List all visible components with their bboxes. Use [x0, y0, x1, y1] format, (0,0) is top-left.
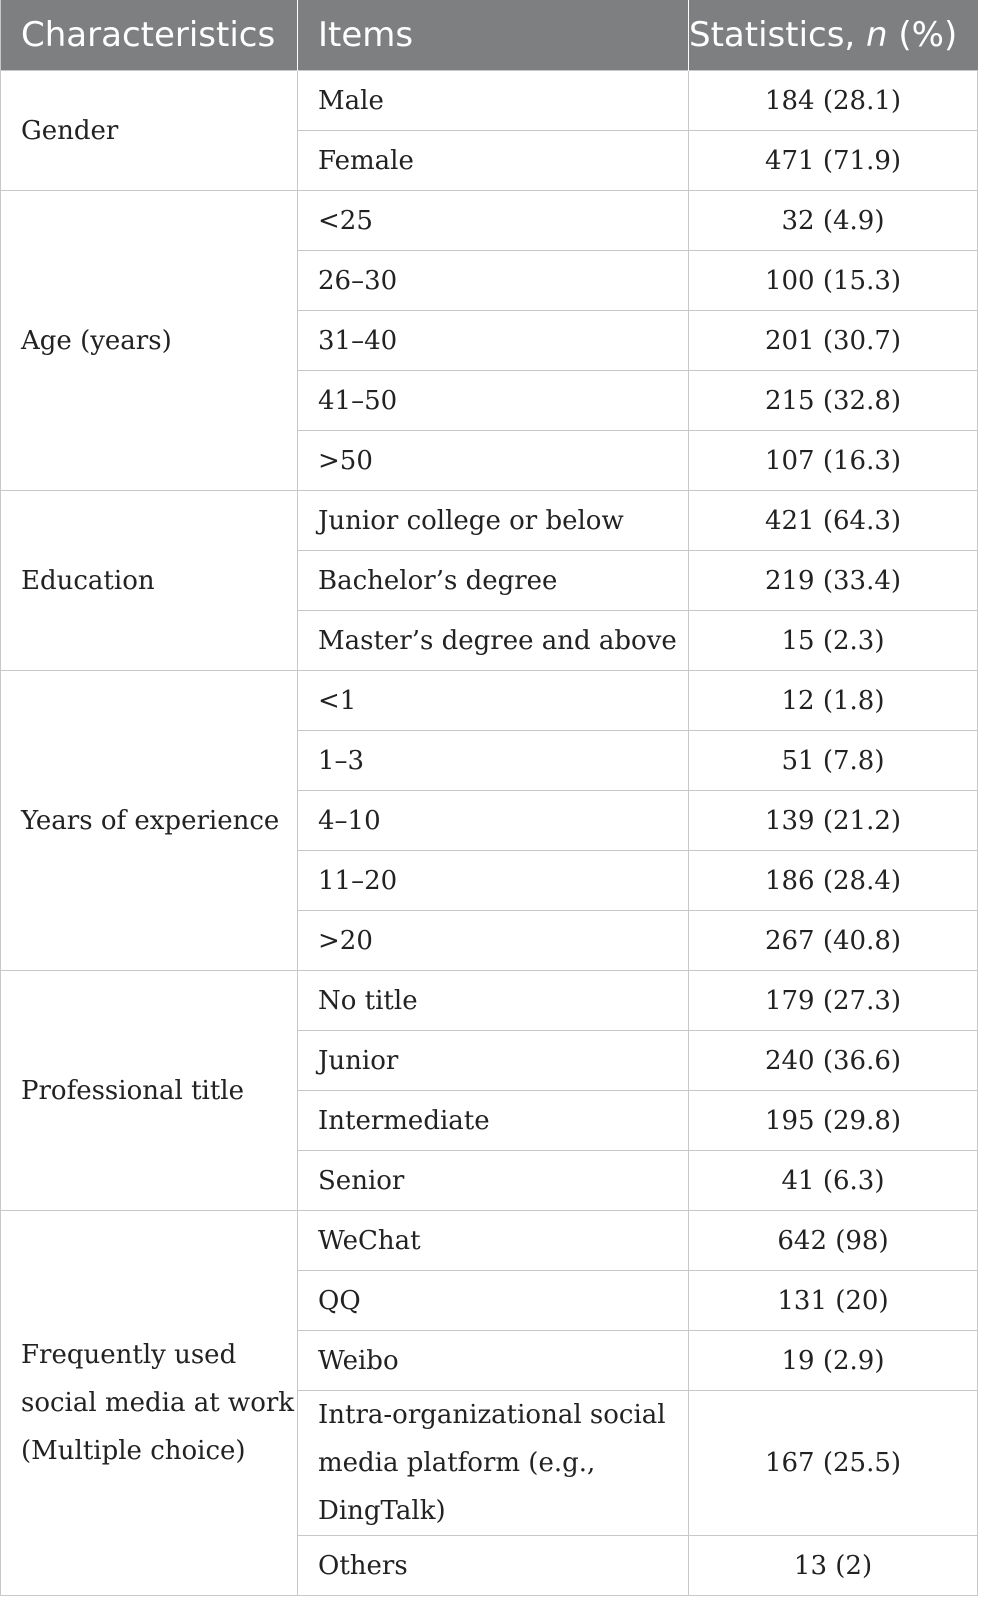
stat-cell: 15 (2.3)	[689, 611, 978, 671]
stat-cell: 107 (16.3)	[689, 431, 978, 491]
category-gender: Gender	[1, 71, 298, 191]
category-social-media: Frequently used social media at work (Multiple choice)	[1, 1211, 298, 1596]
item-cell: 31–40	[298, 311, 689, 371]
header-statistics	[689, 0, 978, 71]
header-statistics-n: n	[866, 15, 888, 55]
stat-cell: 421 (64.3)	[689, 491, 978, 551]
stat-cell: 642 (98)	[689, 1211, 978, 1271]
item-cell: >20	[298, 911, 689, 971]
stat-cell: 267 (40.8)	[689, 911, 978, 971]
stat-cell: 32 (4.9)	[689, 191, 978, 251]
category-education: Education	[1, 491, 298, 671]
stat-cell: 12 (1.8)	[689, 671, 978, 731]
item-cell: Intermediate	[298, 1091, 689, 1151]
table-row	[1, 1211, 978, 1271]
item-cell: <25	[298, 191, 689, 251]
item-cell: <1	[298, 671, 689, 731]
stat-cell: 167 (25.5)	[689, 1391, 978, 1536]
table-row	[1, 71, 978, 131]
item-cell: No title	[298, 971, 689, 1031]
item-cell: Master’s degree and above	[298, 611, 689, 671]
item-cell: Male	[298, 71, 689, 131]
table-row	[1, 191, 978, 251]
stat-cell: 201 (30.7)	[689, 311, 978, 371]
header-characteristics: Characteristics	[1, 0, 298, 71]
item-cell: QQ	[298, 1271, 689, 1331]
stat-cell: 195 (29.8)	[689, 1091, 978, 1151]
table-row	[1, 671, 978, 731]
stat-cell: 215 (32.8)	[689, 371, 978, 431]
item-cell: Weibo	[298, 1331, 689, 1391]
item-cell: 1–3	[298, 731, 689, 791]
item-cell: Junior	[298, 1031, 689, 1091]
item-cell: 26–30	[298, 251, 689, 311]
item-cell: Others	[298, 1536, 689, 1596]
item-cell: 41–50	[298, 371, 689, 431]
stat-cell: 240 (36.6)	[689, 1031, 978, 1091]
item-cell: Bachelor’s degree	[298, 551, 689, 611]
stat-cell: 179 (27.3)	[689, 971, 978, 1031]
stat-cell: 219 (33.4)	[689, 551, 978, 611]
category-experience: Years of experience	[1, 671, 298, 971]
stat-cell: 184 (28.1)	[689, 71, 978, 131]
item-cell: Intra-organizational social media platform (e.g., DingTalk)	[298, 1391, 689, 1536]
header-statistics-suffix: (%)	[887, 15, 958, 55]
item-cell: 4–10	[298, 791, 689, 851]
item-cell: Senior	[298, 1151, 689, 1211]
stat-cell: 186 (28.4)	[689, 851, 978, 911]
stat-cell: 51 (7.8)	[689, 731, 978, 791]
stat-cell: 41 (6.3)	[689, 1151, 978, 1211]
header-statistics-prefix: Statistics,	[689, 15, 867, 55]
table-row	[1, 491, 978, 551]
stat-cell: 471 (71.9)	[689, 131, 978, 191]
stat-cell: 139 (21.2)	[689, 791, 978, 851]
item-cell: WeChat	[298, 1211, 689, 1271]
item-cell: Junior college or below	[298, 491, 689, 551]
header-row	[1, 0, 978, 71]
item-cell: Female	[298, 131, 689, 191]
category-professional-title: Professional title	[1, 971, 298, 1211]
stat-cell: 131 (20)	[689, 1271, 978, 1331]
table-row	[1, 971, 978, 1031]
category-age: Age (years)	[1, 191, 298, 491]
item-cell: 11–20	[298, 851, 689, 911]
stat-cell: 13 (2)	[689, 1536, 978, 1596]
item-cell: >50	[298, 431, 689, 491]
header-items: Items	[298, 0, 689, 71]
stat-cell: 19 (2.9)	[689, 1331, 978, 1391]
stat-cell: 100 (15.3)	[689, 251, 978, 311]
